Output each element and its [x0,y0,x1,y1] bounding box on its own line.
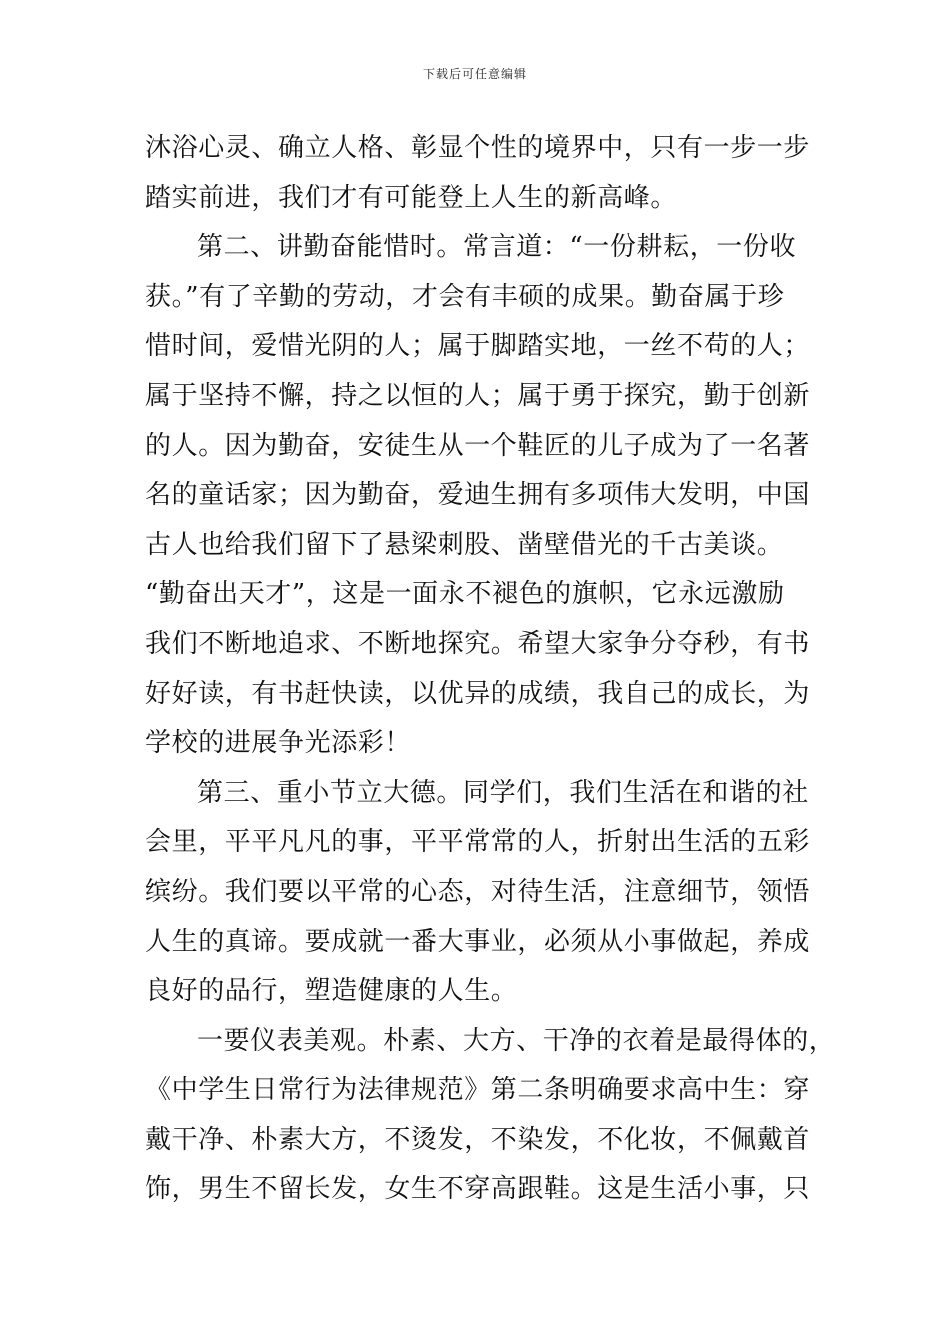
text-line: 第三、重小节立大德。同学们，我们生活在和谐的社 [197,777,809,808]
page-header: 下载后可任意编辑 [422,67,527,81]
text-line: 一要仪表美观。朴素、大方、干净的衣着是最得体的， [197,1025,836,1056]
text-line: 良好的品行，塑造健康的人生。 [145,976,518,1007]
text-line: 会里，平平凡凡的事，平平常常的人，折射出生活的五彩 [145,827,811,858]
text-line: 学校的进展争光添彩！ [145,728,412,759]
text-line: 缤纷。我们要以平常的心态，对待生活，注意细节，领悟 [145,876,811,907]
text-line: 饰，男生不留长发，女生不穿高跟鞋。这是生活小事，只 [145,1174,811,1205]
text-line: 古人也给我们留下了悬梁刺股、凿壁借光的千古美谈。 [145,529,784,560]
text-line: 人生的真谛。要成就一番大事业，必须从小事做起，养成 [145,926,811,957]
text-line: 《中学生日常行为法律规范》第二条明确要求高中生：穿 [145,1075,811,1106]
text-line: “勤奋出天才”，这是一面永不褪色的旗帜，它永远激励 [145,579,785,610]
body-text [145,124,836,1215]
text-line: 惜时间，爱惜光阴的人；属于脚踏实地，一丝不苟的人； [145,331,811,362]
text-line: 名的童话家；因为勤奋，爱迪生拥有多项伟大发明，中国 [145,480,811,511]
text-line: 第二、讲勤奋能惜时。常言道：“一份耕耘，一份收 [197,232,797,263]
text-line: 踏实前进，我们才有可能登上人生的新高峰。 [145,182,678,213]
text-line: 的人。因为勤奋，安徒生从一个鞋匠的儿子成为了一名著 [145,430,811,461]
text-line: 好好读，有书赶快读，以优异的成绩，我自己的成长，为 [145,678,811,709]
text-line: 属于坚持不懈，持之以恒的人；属于勇于探究，勤于创新 [145,380,811,411]
text-line: 获。”有了辛勤的劳动，才会有丰硕的成果。勤奋属于珍 [145,281,785,312]
text-line: 我们不断地追求、不断地探究。希望大家争分夺秒，有书 [145,628,811,659]
text-line: 戴干净、朴素大方，不烫发，不染发，不化妆，不佩戴首 [145,1124,811,1155]
text-line: 沐浴心灵、确立人格、彰显个性的境界中，只有一步一步 [145,133,811,163]
